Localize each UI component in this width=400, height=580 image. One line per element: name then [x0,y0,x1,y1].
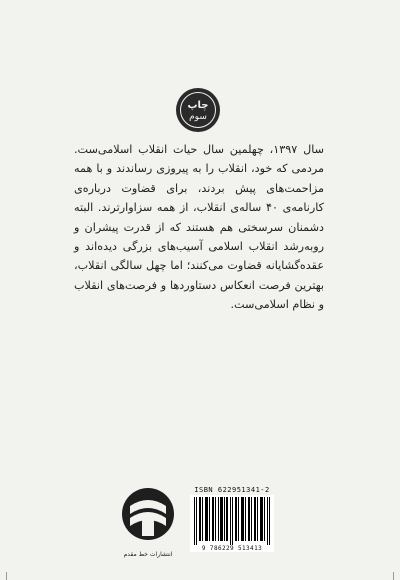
crop-mark-right [393,572,394,580]
crop-mark-left [6,572,7,580]
edition-stamp [176,88,220,132]
edition-stamp-line1: چاپ [187,100,209,111]
barcode-digits: 9 786229 513413 [190,545,274,552]
edition-stamp-badge [176,88,220,132]
publisher-name: انتشارات خط مقدم [123,551,173,558]
back-cover-blurb: سال ۱۳۹۷، چهلمین سال حیات انقلاب اسلامی‌ست. مردمی که خود، انقلاب را به پیروزی رساندند و با همه مزاحمت‌های پیش بردند، برای قضاوت درباره‌ی کارنامه‌ی ۴۰ ساله‌ی انقلاب، از همه سزاوارترند. البته دشمنان سرسختی هم هستند که از قدرت پیشران و روبه‌رشد انقلاب اسلامی آسیب‌های بزرگی دیده‌اند و عقده‌گشایانه قضاوت می‌کنند؛ اما چهل سالگی انقلاب، بهترین فرصت انعکاس دستاوردها و فرصت‌های انقلاب و نظام اسلامی‌ست. [74,143,325,312]
isbn-label: ISBN 622951341-2 [194,486,270,494]
edition-stamp-line2: سوم [189,112,207,122]
publisher-logo [120,486,176,550]
barcode [190,495,274,545]
